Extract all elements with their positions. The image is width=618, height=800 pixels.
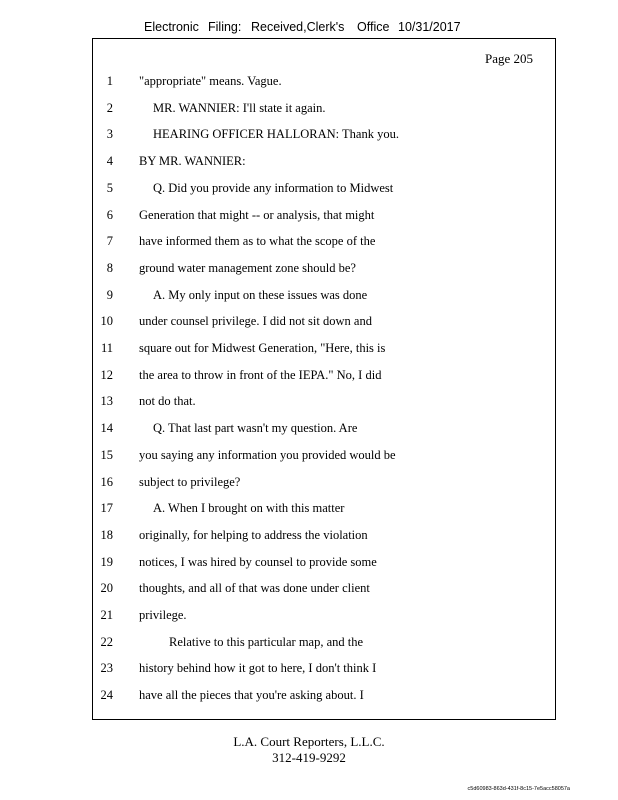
- line-number: 12: [100, 367, 113, 382]
- line-number: 2: [106, 100, 113, 115]
- header-office: Office: [357, 20, 390, 34]
- line-text: notices, I was hired by counsel to provide some: [139, 554, 377, 569]
- line-number: 9: [106, 287, 113, 302]
- line-number: 19: [100, 554, 113, 569]
- transcript-line: [93, 258, 555, 278]
- line-number: 10: [100, 314, 113, 329]
- header-electronic: Electronic: [144, 20, 199, 34]
- line-number: 11: [100, 341, 113, 355]
- line-text: A. When I brought on with this matter: [153, 501, 345, 516]
- transcript-line: [93, 365, 555, 385]
- line-number: 18: [100, 527, 113, 542]
- line-number: 16: [100, 474, 113, 489]
- transcript-line: [93, 231, 555, 251]
- transcript-line: [93, 605, 555, 625]
- document-hash: c5d60983-863d-431f-8c15-7e5acc58057a: [467, 786, 570, 792]
- transcript-line: [93, 552, 555, 572]
- transcript-line: [93, 632, 555, 652]
- transcript-line: [93, 658, 555, 678]
- filing-stamp-header: [0, 20, 618, 36]
- line-number: 22: [100, 634, 113, 649]
- line-number: 21: [100, 608, 113, 622]
- line-text: ground water management zone should be?: [139, 260, 356, 275]
- line-text: HEARING OFFICER HALLORAN: Thank you.: [153, 127, 399, 142]
- transcript-line: [93, 338, 555, 358]
- header-filing: Filing:: [208, 20, 242, 34]
- line-text: privilege.: [139, 608, 187, 622]
- transcript-line: [93, 151, 555, 171]
- transcript-line: [93, 178, 555, 198]
- line-text: "appropriate" means. Vague.: [139, 74, 282, 88]
- transcript-line: [93, 124, 555, 144]
- line-number: 23: [100, 661, 113, 676]
- line-number: 13: [100, 394, 113, 409]
- line-text: Relative to this particular map, and the: [169, 634, 364, 649]
- transcript-line: [93, 472, 555, 492]
- line-number: 4: [106, 154, 113, 169]
- line-number: 3: [106, 127, 113, 142]
- line-text: you saying any information you provided would be: [139, 447, 396, 462]
- line-number: 7: [106, 234, 113, 249]
- line-number: 6: [106, 207, 113, 222]
- line-text: BY MR. WANNIER:: [139, 154, 246, 169]
- footer-phone: 312-419-9292: [272, 750, 346, 765]
- line-text: square out for Midwest Generation, "Here, this is: [139, 341, 386, 355]
- transcript-line: [93, 285, 555, 305]
- transcript-page-frame: [92, 38, 556, 720]
- transcript-line: [93, 71, 555, 91]
- transcript-line: [93, 98, 555, 118]
- line-text: not do that.: [139, 394, 196, 409]
- footer-company: L.A. Court Reporters, L.L.C.: [233, 734, 385, 749]
- transcript-line: [93, 498, 555, 518]
- line-number: 15: [100, 447, 113, 462]
- header-date: 10/31/2017: [398, 20, 461, 34]
- line-text: Q. That last part wasn't my question. Are: [153, 421, 358, 436]
- line-text: subject to privilege?: [139, 474, 241, 489]
- transcript-line: [93, 418, 555, 438]
- line-number: 14: [100, 421, 113, 436]
- transcript-line: [93, 391, 555, 411]
- line-text: Generation that might -- or analysis, that might: [139, 207, 375, 222]
- line-number: 8: [106, 260, 113, 275]
- transcript-line: [93, 525, 555, 545]
- line-text: under counsel privilege. I did not sit down and: [139, 314, 372, 329]
- line-text: history behind how it got to here, I don't think I: [139, 661, 377, 676]
- transcript-line: [93, 685, 555, 705]
- line-text: Q. Did you provide any information to Midwest: [153, 180, 394, 195]
- transcript-line: [93, 205, 555, 225]
- line-text: the area to throw in front of the IEPA." No, I did: [139, 367, 382, 382]
- transcript-line: [93, 578, 555, 598]
- page-number: Page 205: [484, 51, 533, 66]
- line-text: thoughts, and all of that was done under client: [139, 581, 370, 596]
- line-text: have informed them as to what the scope of the: [139, 234, 376, 249]
- line-text: A. My only input on these issues was done: [153, 287, 368, 302]
- line-text: originally, for helping to address the violation: [139, 527, 368, 542]
- line-text: MR. WANNIER: I'll state it again.: [153, 100, 326, 115]
- transcript-line: [93, 311, 555, 331]
- line-number: 17: [100, 501, 113, 516]
- line-text: have all the pieces that you're asking about. I: [139, 688, 364, 703]
- line-number: 1: [106, 74, 113, 88]
- line-number: 24: [100, 688, 113, 703]
- transcript-line: [93, 445, 555, 465]
- header-received-clerk: Received,Clerk's: [251, 20, 345, 34]
- line-number: 5: [106, 180, 113, 195]
- line-number: 20: [100, 581, 113, 596]
